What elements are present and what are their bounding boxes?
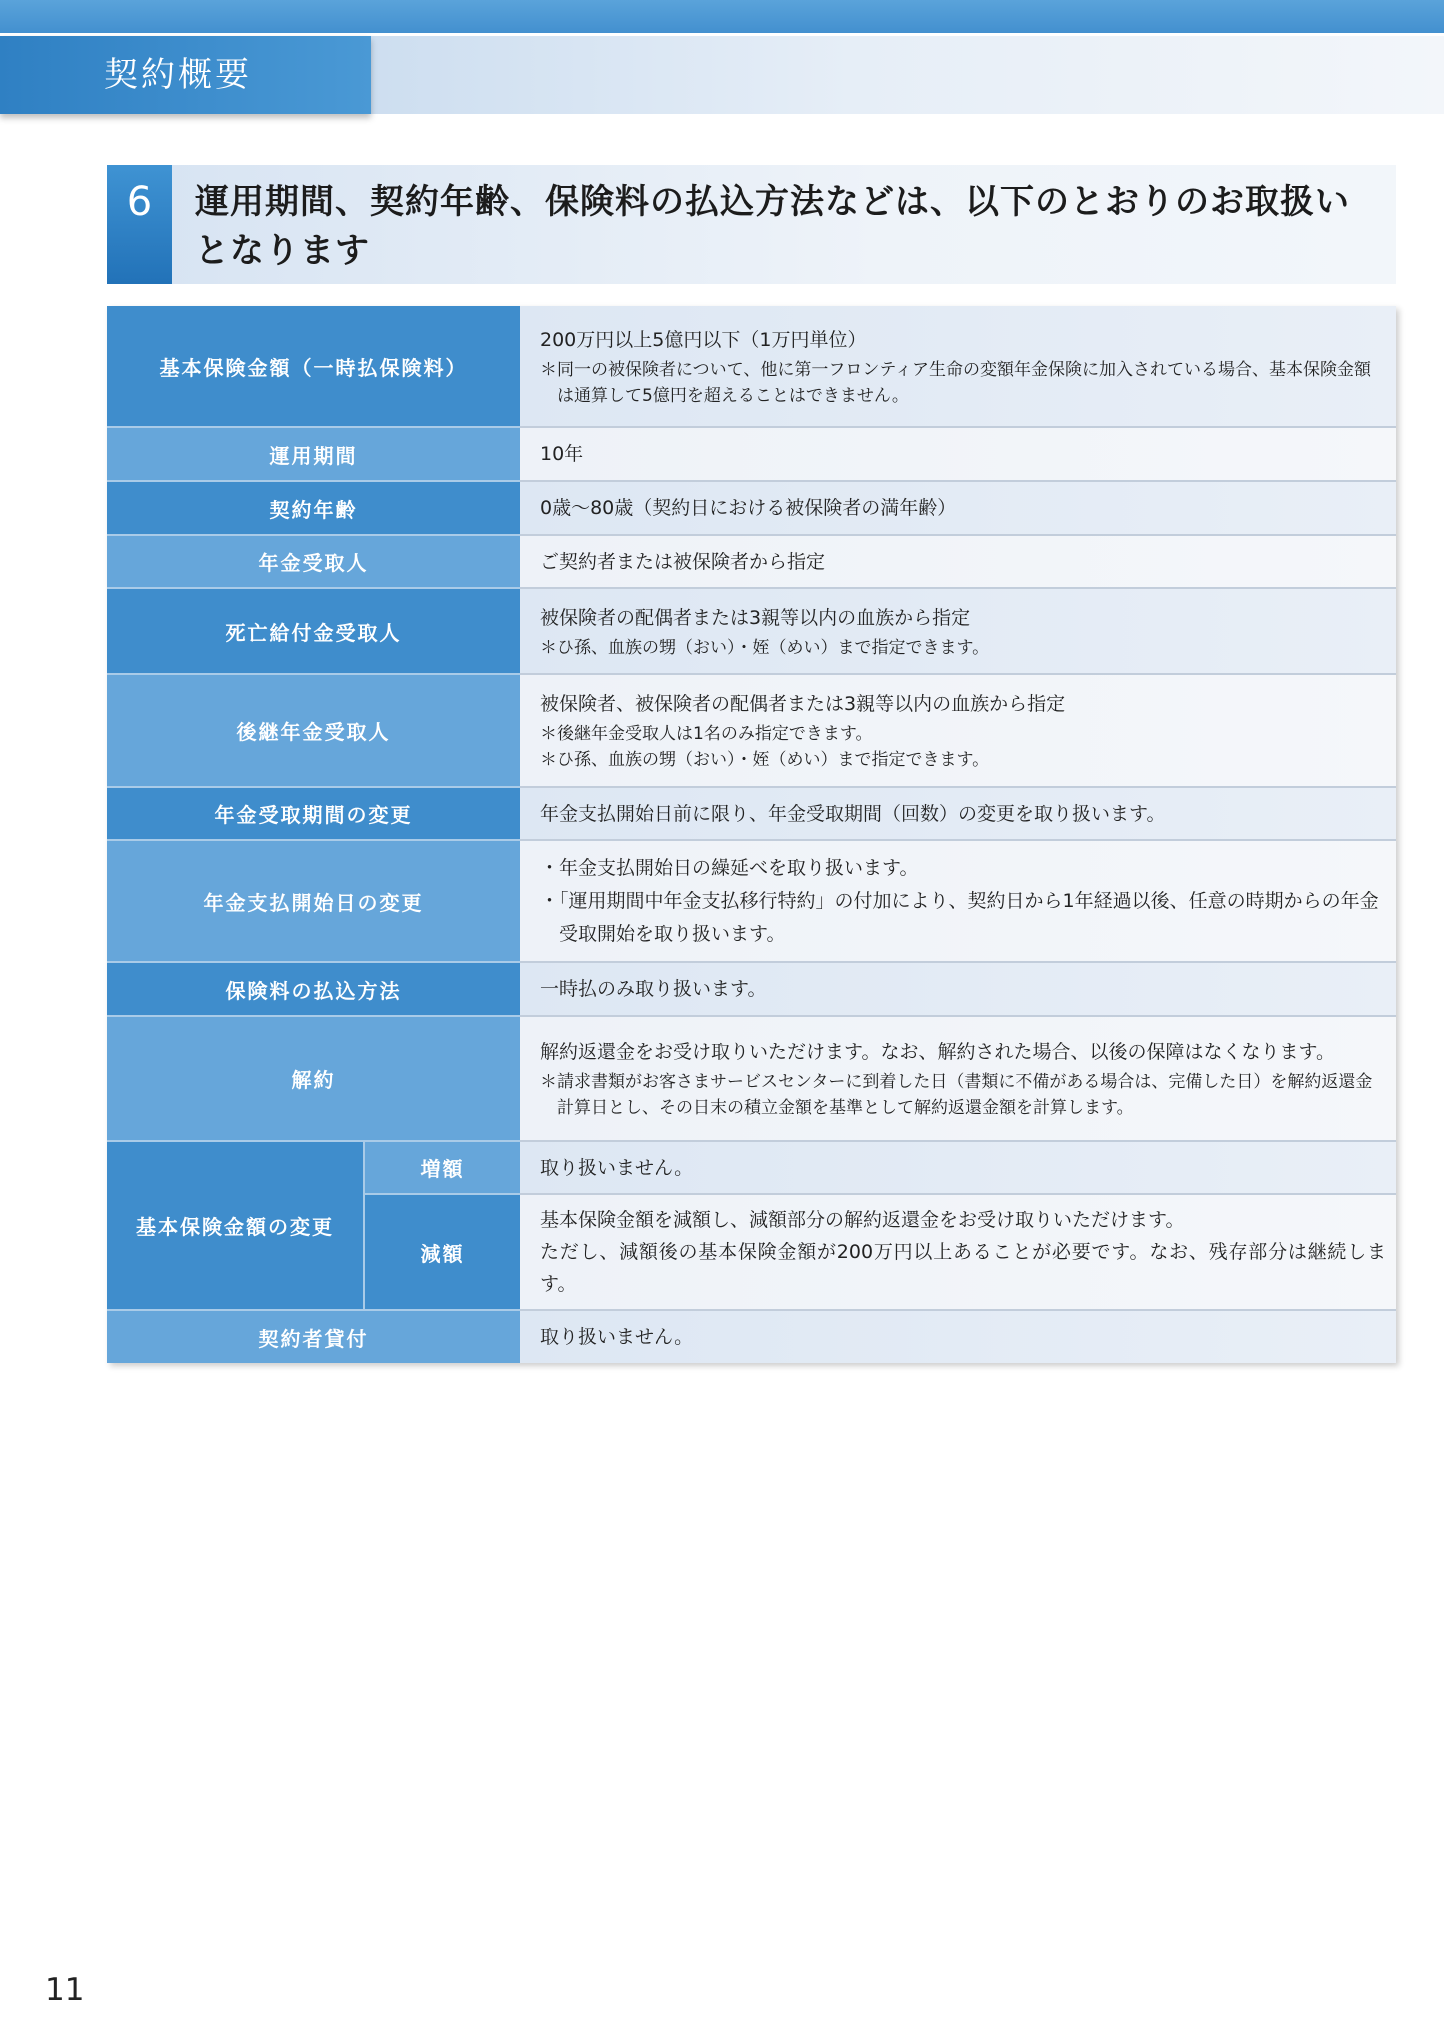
row-value-main: 0歳〜80歳（契約日における被保険者の満年齢） bbox=[540, 497, 957, 519]
section-heading bbox=[107, 165, 1396, 284]
row-value-main: 10年 bbox=[540, 443, 584, 465]
row-value-main: 取り扱いません。 bbox=[540, 1156, 694, 1179]
row-value-decrease bbox=[520, 1194, 1396, 1310]
row-sublabel-increase: 増額 bbox=[364, 1141, 520, 1194]
row-value-main: 年金支払開始日前に限り、年金受取期間（回数）の変更を取り扱います。 bbox=[540, 802, 1166, 825]
row-value-note: ＊同一の被保険者について、他に第一フロンティア生命の変額年金保険に加入されている場合、基本保険金額は通算して5億円を超えることはできません。 bbox=[540, 359, 1371, 406]
row-value-main: 被保険者の配偶者または3親等以内の血族から指定 bbox=[540, 606, 971, 629]
table-row-annuity-recipient bbox=[107, 535, 1396, 588]
table-row-investment-period bbox=[107, 427, 1396, 481]
contract-terms-table bbox=[107, 306, 1396, 1363]
row-label-policy-loan: 契約者貸付 bbox=[107, 1310, 520, 1363]
heading-title-line-2: となります bbox=[195, 231, 370, 271]
row-label-surrender: 解約 bbox=[107, 1016, 520, 1141]
heading-title-line-1: 運用期間、契約年齢、保険料の払込方法などは、以下のとおりのお取扱い bbox=[195, 182, 1350, 222]
row-label-annuity-period-change: 年金受取期間の変更 bbox=[107, 787, 520, 840]
row-value-note: ＊ひ孫、血族の甥（おい）・姪（めい）まで指定できます。 bbox=[540, 750, 990, 770]
heading-number: 6 bbox=[126, 179, 153, 225]
table-row-premium-payment-method bbox=[107, 962, 1396, 1016]
top-banner-strip bbox=[0, 0, 1444, 33]
row-value-main: 被保険者、被保険者の配偶者または3親等以内の血族から指定 bbox=[540, 693, 1066, 715]
table-row-policy-loan bbox=[107, 1310, 1396, 1363]
row-value-main: 取り扱いません。 bbox=[540, 1326, 694, 1348]
row-value-main: 一時払のみ取り扱います。 bbox=[540, 978, 767, 1000]
row-value-annuity-start-date-change bbox=[520, 840, 1396, 962]
table-row-surrender bbox=[107, 1016, 1396, 1141]
row-label-basic-amount-change: 基本保険金額の変更 bbox=[107, 1141, 364, 1310]
row-value-policy-loan bbox=[520, 1310, 1396, 1363]
row-label-successor-annuity-recipient: 後継年金受取人 bbox=[107, 674, 520, 787]
row-label-premium-payment-method: 保険料の払込方法 bbox=[107, 962, 520, 1016]
section-tab bbox=[0, 36, 371, 114]
row-value-increase bbox=[520, 1141, 1396, 1194]
heading-title bbox=[195, 178, 1386, 276]
row-value-premium-payment-method bbox=[520, 962, 1396, 1016]
row-label-contract-age: 契約年齢 bbox=[107, 481, 520, 535]
row-label-death-benefit-recipient: 死亡給付金受取人 bbox=[107, 588, 520, 674]
table-row-basic-amount-increase bbox=[107, 1141, 1396, 1194]
contract-terms-table-container bbox=[107, 306, 1396, 1363]
table-row-death-benefit-recipient bbox=[107, 588, 1396, 674]
row-value-annuity-recipient bbox=[520, 535, 1396, 588]
row-value-main: 解約返還金をお受け取りいただけます。なお、解約された場合、以後の保障はなくなります。 bbox=[540, 1041, 1335, 1063]
row-value-main: ご契約者または被保険者から指定 bbox=[540, 550, 826, 573]
table-row-contract-age bbox=[107, 481, 1396, 535]
row-value-bullet: ・年金支払開始日の繰延べを取り扱います。 bbox=[540, 856, 919, 879]
row-value-note: ＊請求書類がお客さまサービスセンターに到着した日（書類に不備がある場合は、完備した日）を解約返還金計算日とし、その日末の積立金額を基準として解約返還金額を計算します。 bbox=[540, 1072, 1373, 1118]
row-value-death-benefit-recipient bbox=[520, 588, 1396, 674]
row-label-basic-amount: 基本保険金額（一時払保険料） bbox=[107, 306, 520, 427]
row-label-investment-period: 運用期間 bbox=[107, 427, 520, 481]
page-number: 11 bbox=[45, 1972, 85, 2008]
row-value-note: ＊ひ孫、血族の甥（おい）・姪（めい）まで指定できます。 bbox=[540, 637, 990, 658]
heading-number-badge bbox=[107, 165, 172, 284]
row-value-annuity-period-change bbox=[520, 787, 1396, 840]
row-value-contract-age bbox=[520, 481, 1396, 535]
row-value-bullet: ・「運用期間中年金支払移行特約」の付加により、契約日から1年経過以後、任意の時期からの年金受取開始を取り扱います。 bbox=[540, 889, 1379, 945]
section-header-band bbox=[371, 36, 1444, 114]
row-label-annuity-recipient: 年金受取人 bbox=[107, 535, 520, 588]
table-row-annuity-start-date-change bbox=[107, 840, 1396, 962]
row-value-main: ただし、減額後の基本保険金額が200万円以上あることが必要です。なお、残存部分は継続します。 bbox=[540, 1241, 1386, 1295]
table-row-basic-amount bbox=[107, 306, 1396, 427]
table-row-successor-annuity-recipient bbox=[107, 674, 1396, 787]
row-sublabel-decrease: 減額 bbox=[364, 1194, 520, 1310]
row-label-annuity-start-date-change: 年金支払開始日の変更 bbox=[107, 840, 520, 962]
section-tab-label: 契約概要 bbox=[104, 55, 252, 95]
row-value-successor-annuity-recipient bbox=[520, 674, 1396, 787]
table-row-annuity-period-change bbox=[107, 787, 1396, 840]
row-value-main: 基本保険金額を減額し、減額部分の解約返還金をお受け取りいただけます。 bbox=[540, 1209, 1185, 1231]
row-value-surrender bbox=[520, 1016, 1396, 1141]
row-value-basic-amount bbox=[520, 306, 1396, 427]
row-value-investment-period bbox=[520, 427, 1396, 481]
row-value-note: ＊後継年金受取人は1名のみ指定できます。 bbox=[540, 724, 873, 744]
row-value-main: 200万円以上5億円以下（1万円単位） bbox=[540, 328, 867, 351]
